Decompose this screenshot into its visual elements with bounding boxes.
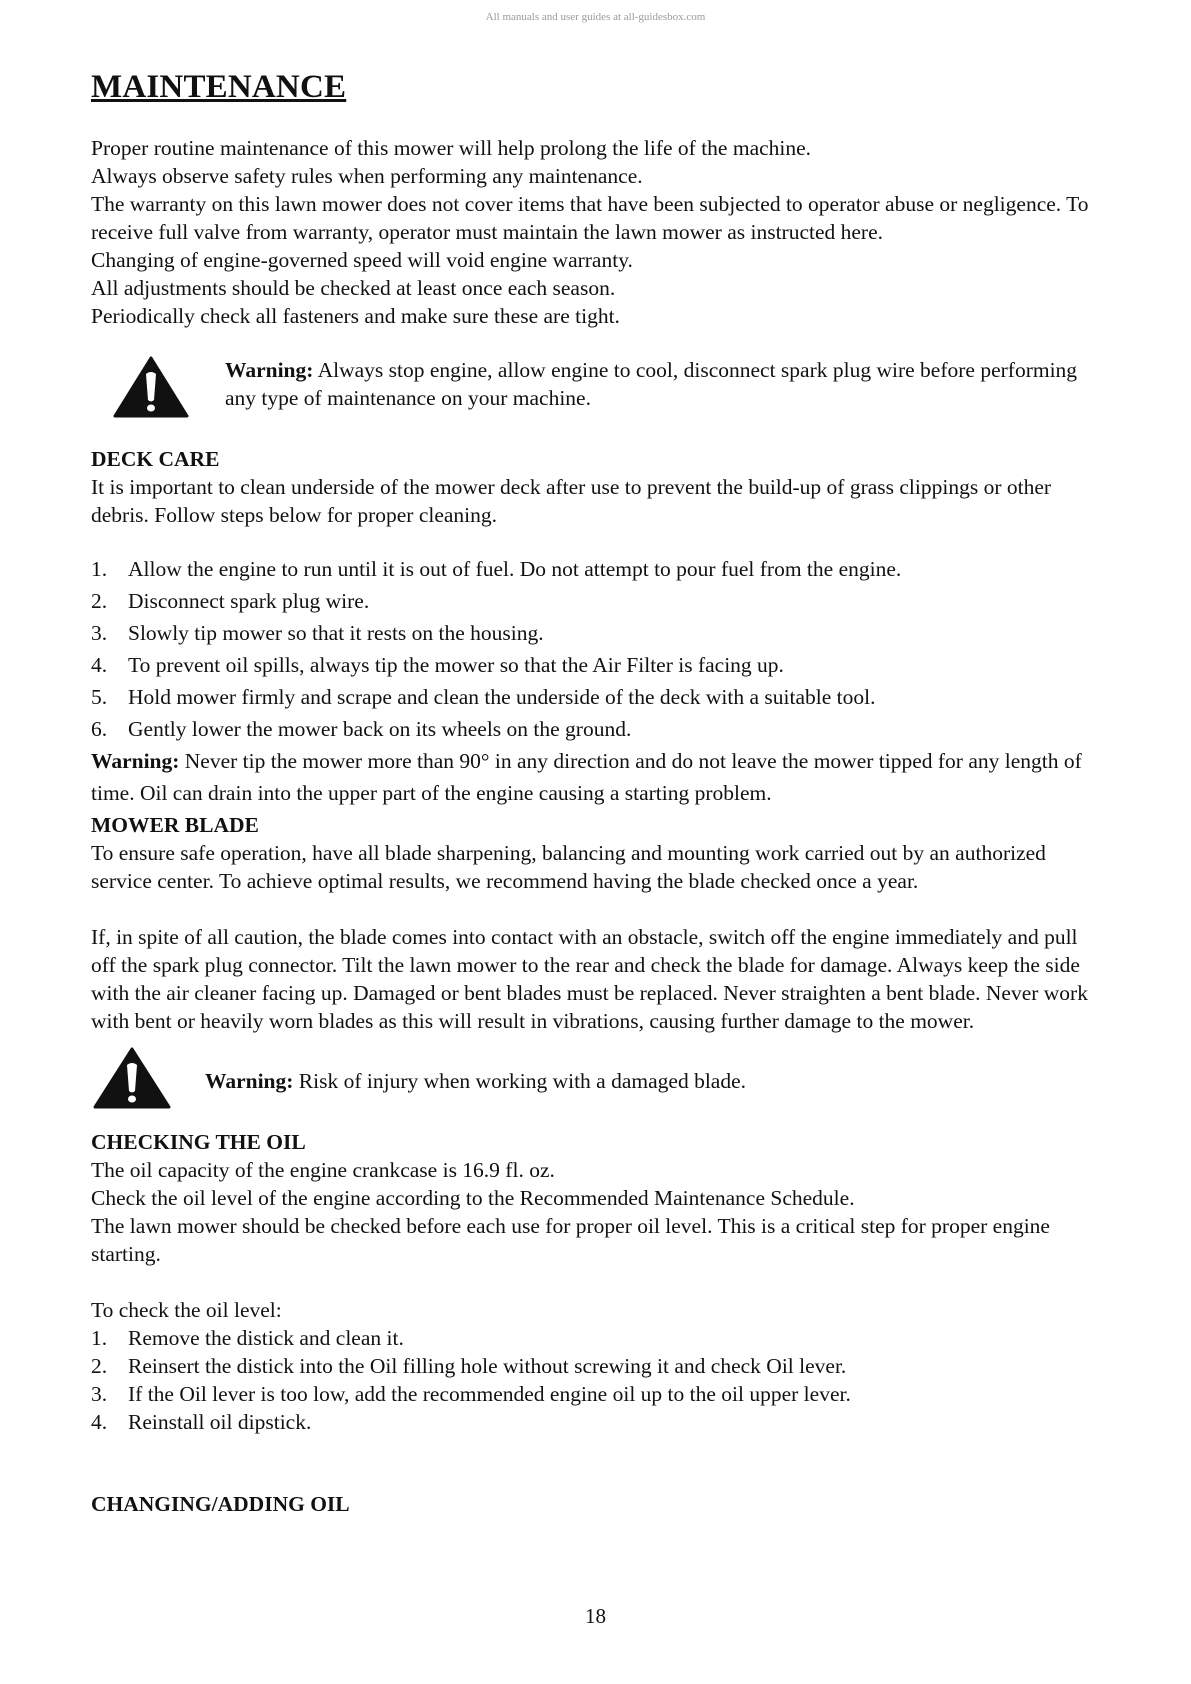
changing-oil-section [91,1490,1101,1518]
mower-blade-para: To ensure safe operation, have all blade sharpening, balancing and mounting work carried out by an authorized service center. To achieve optimal results, we recommend having the blade checked once a year. [91,840,1046,893]
step-text: Allow the engine to run until it is out of fuel. Do not attempt to pour fuel from the engine. [128,556,902,581]
checking-oil-steps-intro: To check the oil level: [91,1297,282,1322]
checking-oil-section [91,1128,1101,1436]
page-title: MAINTENANCE [91,69,347,105]
list-item [91,1380,1101,1408]
checking-oil-line: The lawn mower should be checked before each use for proper oil level. This is a critical step for proper engine starting. [91,1213,1050,1266]
page-number: 18 [585,1604,606,1628]
deck-care-steps [91,553,1101,745]
warning-triangle-icon [93,1047,171,1114]
warning-label: Warning: [205,1068,294,1093]
step-text: Reinstall oil dipstick. [128,1409,312,1434]
intro-line: Periodically check all fasteners and make sure these are tight. [91,303,620,328]
warning-triangle-icon [113,356,189,423]
warning-text [225,356,1101,412]
step-text: Remove the distick and clean it. [128,1325,404,1350]
checking-oil-line: Check the oil level of the engine according to the Recommended Maintenance Schedule. [91,1185,855,1210]
manual-page [91,68,1101,1518]
list-item [91,553,1101,585]
list-item [91,681,1101,713]
step-number: 3. [91,620,108,645]
step-text: Gently lower the mower back on its wheels on the ground. [128,716,632,741]
step-number: 1. [91,1325,108,1350]
list-item [91,649,1101,681]
warning-body: Always stop engine, allow engine to cool, disconnect spark plug wire before performing any type of maintenance on your machine. [225,357,1078,410]
warning-label: Warning: [91,748,180,773]
list-item [91,713,1101,745]
deck-care-warning [91,745,1101,809]
list-item [91,1408,1101,1436]
step-text: Disconnect spark plug wire. [128,588,370,613]
mower-blade-section [91,811,1101,1035]
intro-line: Always observe safety rules when performing any maintenance. [91,163,643,188]
section-title-changing-oil: CHANGING/ADDING OIL [91,1491,350,1516]
section-title-mower-blade: MOWER BLADE [91,812,259,837]
step-number: 3. [91,1381,108,1406]
step-number: 5. [91,684,108,709]
step-text: Slowly tip mower so that it rests on the housing. [128,620,544,645]
step-number: 4. [91,652,108,677]
step-text: Reinsert the distick into the Oil filling hole without screwing it and check Oil lever. [128,1353,847,1378]
warning-label: Warning: [225,357,314,382]
step-text: Hold mower firmly and scrape and clean the underside of the deck with a suitable tool. [128,684,876,709]
step-number: 6. [91,716,108,741]
step-number: 2. [91,588,108,613]
warning-callout-blade [91,1047,1101,1114]
intro-line: The warranty on this lawn mower does not cover items that have been subjected to operator abuse or negligence. To receive full valve from warranty, operator must maintain the lawn mower as instructed here. [91,191,1089,244]
intro-text [91,134,1101,330]
deck-care-section [91,445,1101,809]
section-title-checking-oil: CHECKING THE OIL [91,1129,306,1154]
intro-line: All adjustments should be checked at least once each season. [91,275,616,300]
step-number: 1. [91,556,108,581]
watermark: All manuals and user guides at all-guidesbox.com [485,11,706,23]
step-text: If the Oil lever is too low, add the recommended engine oil up to the oil upper lever. [128,1381,851,1406]
checking-oil-line: The oil capacity of the engine crankcase is 16.9 fl. oz. [91,1157,555,1182]
list-item [91,1352,1101,1380]
warning-body: Never tip the mower more than 90° in any direction and do not leave the mower tipped for any length of time. Oil can drain into the upper part of the engine causing a starting problem. [91,748,1082,805]
intro-line: Proper routine maintenance of this mower will help prolong the life of the machine. [91,135,812,160]
step-text: To prevent oil spills, always tip the mower so that the Air Filter is facing up. [128,652,784,677]
checking-oil-steps [91,1324,1101,1436]
section-title-deck-care: DECK CARE [91,446,220,471]
deck-care-body: It is important to clean underside of the mower deck after use to prevent the build-up of grass clippings or other debris. Follow steps below for proper cleaning. [91,474,1052,527]
list-item [91,585,1101,617]
list-item [91,617,1101,649]
step-number: 4. [91,1409,108,1434]
warning-text [205,1067,746,1095]
warning-callout-maintenance [91,356,1101,423]
step-number: 2. [91,1353,108,1378]
intro-line: Changing of engine-governed speed will void engine warranty. [91,247,633,272]
warning-body: Risk of injury when working with a damaged blade. [293,1068,747,1093]
list-item [91,1324,1101,1352]
mower-blade-para: If, in spite of all caution, the blade comes into contact with an obstacle, switch off the engine immediately and pull off the spark plug connector. Tilt the lawn mower to the rear and check the blade for damage. Always keep the side with the air cleaner facing up. Damaged or bent blades must be replaced. Never straighten a bent blade. Never work with bent or heavily worn blades as this will result in vibrations, causing further damage to the mower. [91,924,1088,1033]
